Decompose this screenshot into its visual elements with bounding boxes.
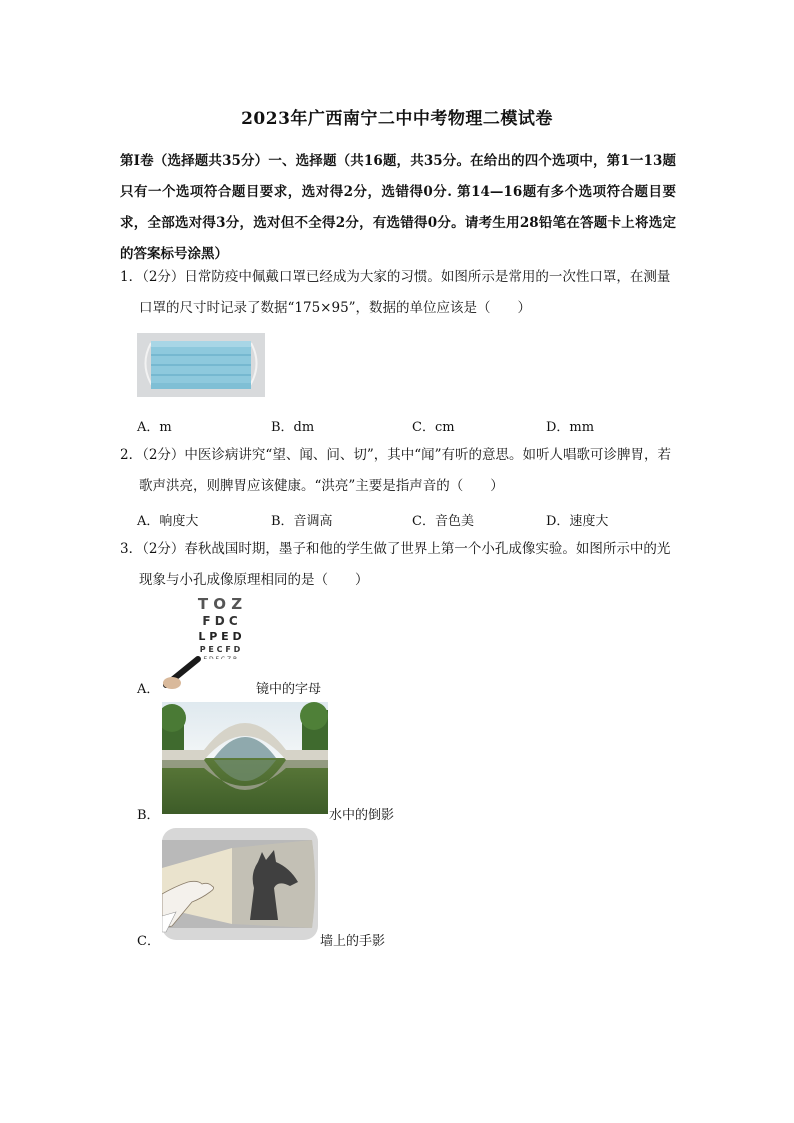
option-a-label[interactable]: A． (137, 682, 160, 697)
question-3 (120, 534, 676, 596)
hand-shadow-image (162, 828, 318, 940)
question-number: 2． (120, 447, 143, 463)
question-text: （2分）日常防疫中佩戴口罩已经成为大家的习惯。如图所示是常用的一次性口罩，在测量口罩的尺寸时记录了数据“175×95”，数据的单位应该是（ ） (139, 269, 671, 316)
bridge-reflection-image (162, 702, 328, 814)
option-b-caption: 水中的倒影 (329, 808, 395, 823)
eye-chart-mirror-image (162, 597, 252, 691)
option-a-caption: 镜中的字母 (256, 682, 322, 697)
eye-chart-row: L P E D (198, 630, 242, 643)
option-b-label[interactable]: B． (137, 808, 160, 823)
page-title: 2023年广西南宁二中中考物理二模试卷 (241, 109, 553, 129)
section-header: 第Ⅰ卷（选择题共35分）一、选择题（共16题，共35分。在给出的四个选项中，第1一13题只有一个选项符合题目要求，选对得2分，选错得0分. 第14—16题有多个选项符合题目要求，全部选对得3分，选对但不全得2分，有选错得0分。请考生用28铅笔在答题卡上将选定的答案标号涂黑） (120, 153, 676, 262)
eye-chart-row: P E C F D (199, 645, 241, 654)
question-text: （2分）春秋战国时期，墨子和他的学生做了世界上第一个小孔成像实验。如图所示中的光现象与小孔成像原理相同的是（ ） (139, 541, 671, 588)
option-b[interactable]: B．dm (271, 420, 315, 435)
option-a[interactable]: A．m (137, 420, 172, 435)
option-c[interactable]: C．音色美 (412, 514, 474, 529)
eye-chart-row: T O Z (197, 597, 243, 613)
question-2 (120, 440, 676, 502)
option-b[interactable]: B．音调高 (271, 514, 333, 529)
question-number: 1． (120, 269, 143, 285)
option-a[interactable]: A．响度大 (137, 514, 199, 529)
question-text: （2分）中医诊病讲究“望、闻、问、切”，其中“闻”有听的意思。如听人唱歌可诊脾胃，若歌声洪亮，则脾胃应该健康。“洪亮”主要是指声音的（ ） (139, 447, 672, 494)
face-mask-image (137, 333, 265, 397)
option-d[interactable]: D．mm (546, 420, 595, 435)
option-c[interactable]: C．cm (412, 420, 455, 435)
question-1 (120, 262, 676, 324)
option-c-caption: 墙上的手影 (320, 934, 386, 949)
eye-chart-row: F D C (202, 614, 238, 628)
question-number: 3． (120, 541, 143, 557)
option-d[interactable]: D．速度大 (546, 514, 609, 529)
option-c-label[interactable]: C． (137, 934, 160, 949)
